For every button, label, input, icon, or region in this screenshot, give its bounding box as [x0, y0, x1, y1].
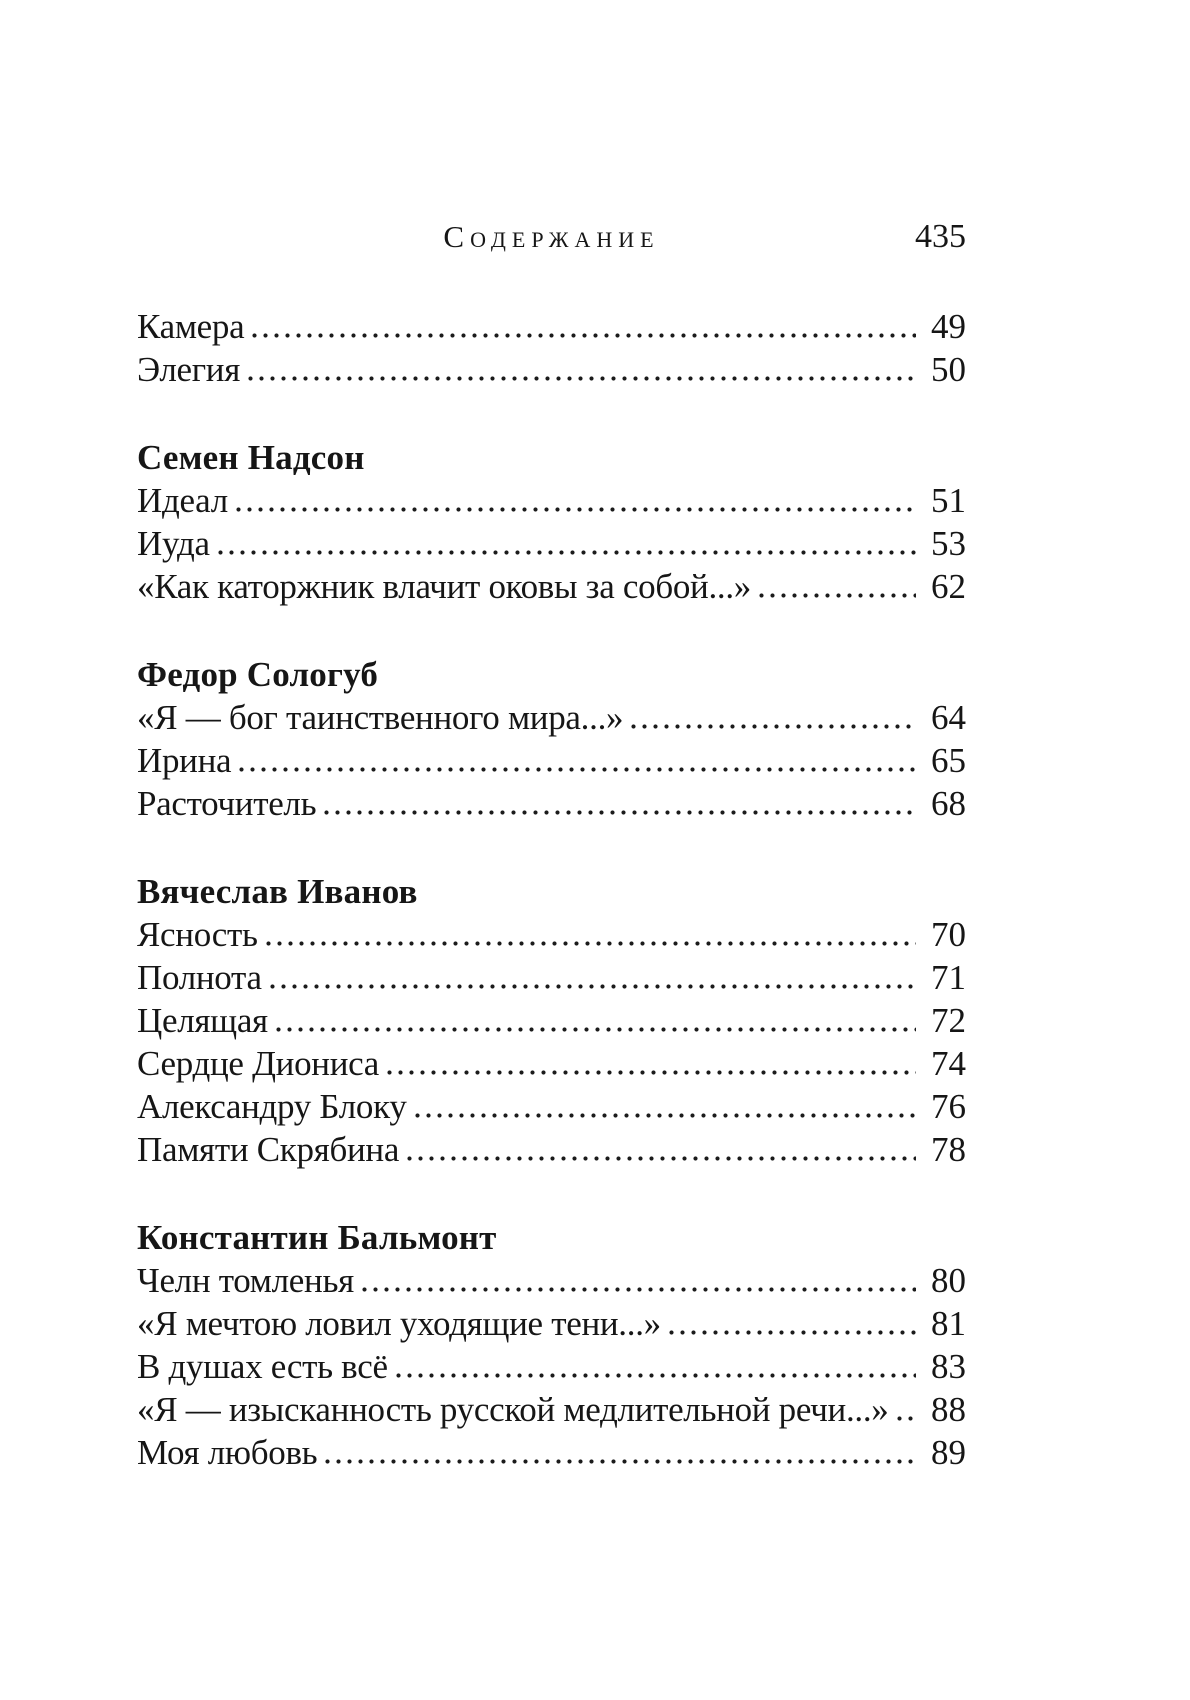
toc-entry — [137, 479, 966, 522]
toc-entry-title: Моя любовь — [137, 1433, 318, 1472]
toc-entry-title: «Как каторжник влачит оковы за собой...» — [137, 567, 752, 606]
toc-entry — [137, 782, 966, 825]
book-page-number: 435 — [915, 218, 966, 255]
dot-leader — [631, 724, 916, 729]
toc-author-heading: Семен Надсон — [137, 438, 365, 477]
toc-entry-page-number: 76 — [931, 1087, 966, 1126]
toc-entry — [137, 1085, 966, 1128]
toc-entry-page-number: 62 — [931, 567, 966, 606]
toc-section — [137, 436, 966, 608]
toc-entry-page-number: 78 — [931, 1130, 966, 1169]
toc-entry-page-number: 64 — [931, 698, 966, 737]
dot-leader — [276, 1027, 916, 1032]
dot-leader — [387, 1070, 916, 1075]
toc-entry — [137, 1128, 966, 1171]
toc-author-heading: Федор Сологуб — [137, 655, 379, 694]
toc-entry-title: В душах есть всё — [137, 1347, 388, 1386]
toc-entry-page-number: 80 — [931, 1261, 966, 1300]
dot-leader — [239, 767, 916, 772]
toc-author-heading: Вячеслав Иванов — [137, 872, 418, 911]
dot-leader — [407, 1156, 916, 1161]
toc-entry-page-number: 53 — [931, 524, 966, 563]
toc-entry-title: Ирина — [137, 741, 232, 780]
toc-entry-title: Целящая — [137, 1001, 268, 1040]
toc-entry-title: Расточитель — [137, 784, 317, 823]
dot-leader — [897, 1416, 917, 1421]
toc-entry — [137, 739, 966, 782]
toc-entry-title: Полнота — [137, 958, 262, 997]
dot-leader — [248, 376, 916, 381]
toc-section — [137, 653, 966, 825]
toc-entry — [137, 696, 966, 739]
toc-entry-title: Элегия — [137, 350, 241, 389]
toc-entry — [137, 956, 966, 999]
toc-entry-page-number: 70 — [931, 915, 966, 954]
toc-entry — [137, 522, 966, 565]
toc-entry — [137, 1259, 966, 1302]
toc-entry — [137, 1431, 966, 1474]
toc-entry-title: Челн томленья — [137, 1261, 354, 1300]
toc-entry-page-number: 72 — [931, 1001, 966, 1040]
toc-entry — [137, 1302, 966, 1345]
toc-header — [137, 215, 966, 258]
toc-entry-title: Камера — [137, 307, 245, 346]
toc-entry-page-number: 50 — [931, 350, 966, 389]
toc-entry-title: «Я мечтою ловил уходящие тени...» — [137, 1304, 661, 1343]
toc-entry — [137, 1345, 966, 1388]
toc-entry-title: «Я — бог таинственного мира...» — [137, 698, 624, 737]
dot-leader — [324, 810, 916, 815]
toc-entry-page-number: 49 — [931, 307, 966, 346]
dot-leader — [266, 941, 916, 946]
toc-content — [137, 215, 966, 1474]
dot-leader — [325, 1459, 916, 1464]
dot-leader — [759, 593, 916, 598]
toc-entry-page-number: 81 — [931, 1304, 966, 1343]
toc-entry-title: «Я — изысканность русской медлительной речи...» — [137, 1390, 889, 1429]
dot-leader — [415, 1113, 916, 1118]
dot-leader — [396, 1373, 916, 1378]
toc-entry-page-number: 74 — [931, 1044, 966, 1083]
toc-entry-title: Памяти Скрябина — [137, 1130, 400, 1169]
toc-entry-page-number: 83 — [931, 1347, 966, 1386]
toc-entry-title: Сердце Диониса — [137, 1044, 380, 1083]
toc-section — [137, 870, 966, 1171]
dot-leader — [362, 1287, 916, 1292]
toc-entry-page-number: 88 — [931, 1390, 966, 1429]
dot-leader — [218, 550, 916, 555]
toc-entry — [137, 305, 966, 348]
toc-entry-page-number: 71 — [931, 958, 966, 997]
toc-section — [137, 1216, 966, 1474]
toc-entry-title: Ясность — [137, 915, 258, 954]
dot-leader — [270, 984, 916, 989]
toc-entry — [137, 1388, 966, 1431]
toc-entry-page-number: 68 — [931, 784, 966, 823]
toc-entry — [137, 999, 966, 1042]
toc-entry-title: Александру Блоку — [137, 1087, 407, 1126]
dot-leader — [669, 1330, 916, 1335]
toc-entry-page-number: 89 — [931, 1433, 966, 1472]
toc-section — [137, 305, 966, 391]
toc-title: Содержание — [443, 219, 660, 254]
toc-entry-title: Идеал — [137, 481, 228, 520]
toc-entry — [137, 348, 966, 391]
dot-leader — [236, 507, 916, 512]
toc-entry — [137, 913, 966, 956]
toc-entry — [137, 1042, 966, 1085]
dot-leader — [252, 333, 916, 338]
toc-entry — [137, 565, 966, 608]
toc-entry-title: Иуда — [137, 524, 210, 563]
toc-author-heading: Константин Бальмонт — [137, 1218, 497, 1257]
toc-entry-page-number: 51 — [931, 481, 966, 520]
toc-entry-page-number: 65 — [931, 741, 966, 780]
